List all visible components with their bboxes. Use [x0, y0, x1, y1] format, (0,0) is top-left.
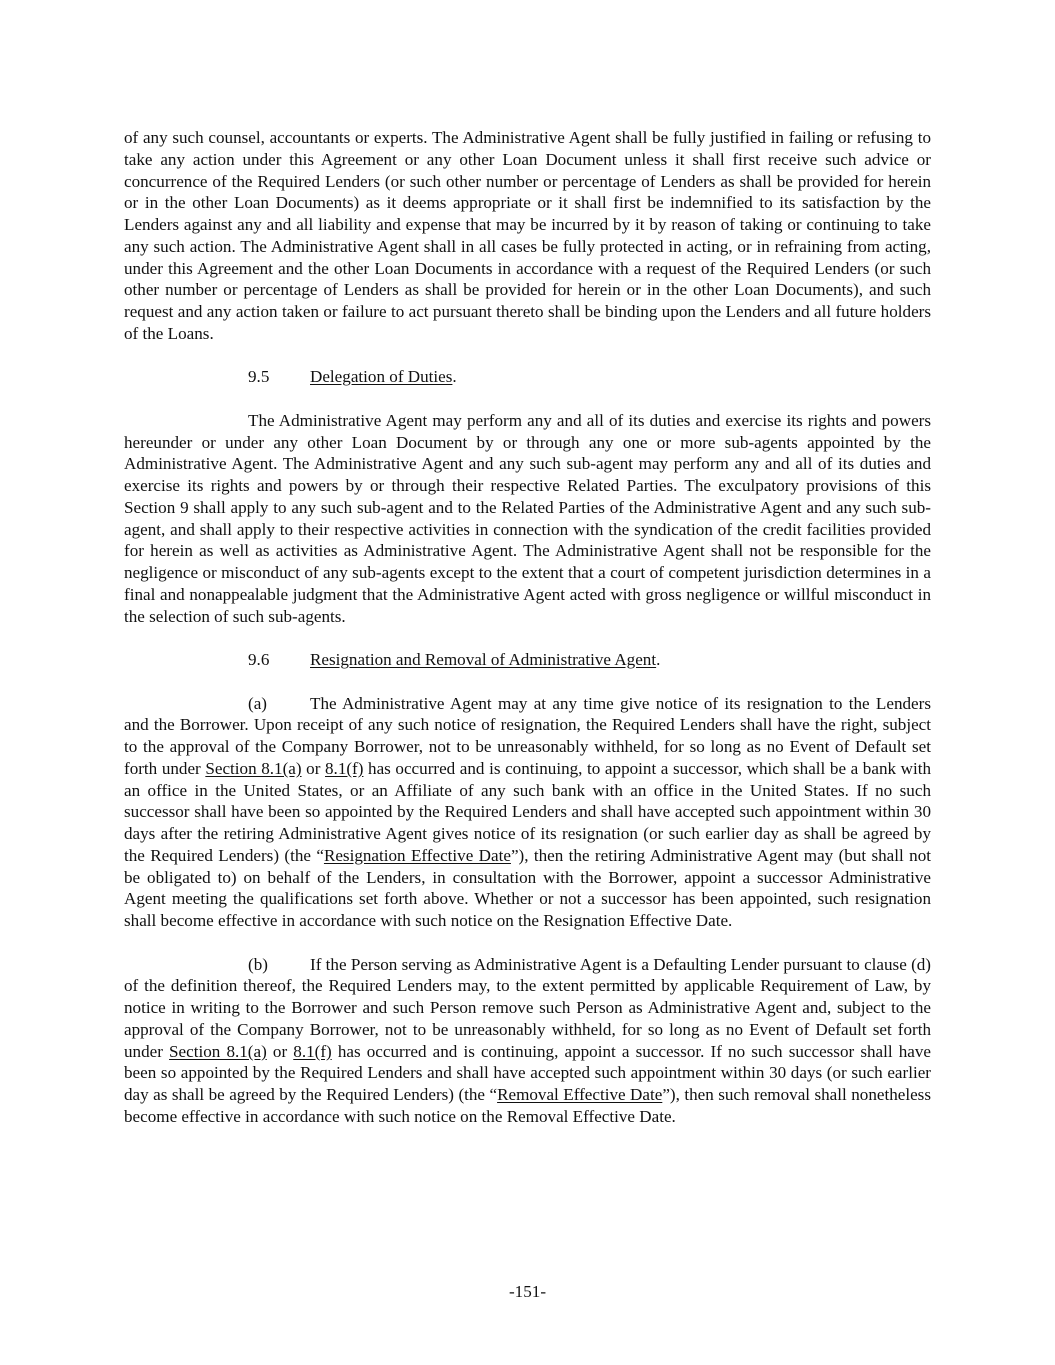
section-heading-9-5: 9.5 Delegation of Duties.	[248, 367, 457, 387]
section-title: Resignation and Removal of Administrative Agent	[310, 650, 657, 669]
section-reference: Section 8.1(a)	[205, 758, 302, 778]
defined-term: Resignation Effective Date	[323, 845, 511, 865]
section-number: 9.5	[248, 367, 270, 387]
paragraph-a-resignation: (a) The Administrative Agent may at any time give notice of its resignation to the Lenders and the Borrower. Upon receipt of any such notice of resignation, the Required Lenders shall have the right, subject to the approval of the Company Borrower, not to be unreasonably withheld, for so long as no Event of Default set forth under Section 8.1(a) or 8.1(f) has occurred and is continuing, to appoint a successor, which shall be a bank with an office in the United States, or an Affiliate of any such bank with an office in the United States. If no such successor shall have been so appointed by the Required Lenders and shall have accepted such appointment within 30 days after the retiring Administrative Agent gives notice of its resignation (or such earlier day as shall be agreed by the Required Lenders) (the “Resignation Effective Date”), then the retiring Administrative Agent may (but shall not be obligated to) on behalf of the Lenders, in consultation with the Borrower, appoint a successor Administrative Agent meeting the qualifications set forth above. Whether or not a successor has been appointed, such resignation shall become effective in accordance with such notice on the Resignation Effective Date.	[124, 693, 932, 930]
defined-term: Removal Effective Date	[497, 1085, 663, 1104]
clause-label: (a)	[248, 693, 267, 713]
paragraph-continuation: of any such counsel, accountants or experts. The Administrative Agent shall be fully justified in failing or refusing to take any action under this Agreement or any other Loan Document unless it shall first receive such advice or concurrence of the Required Lenders (or such other number or percentage of Lenders as shall be provided for herein or in the other Loan Documents) as it deems appropriate or it shall first be indemnified to its satisfaction by the Lenders against any and all liability and expense that may be incurred by it by reason of taking or continuing to take any such action. The Administrative Agent shall in all cases be fully protected in acting, or in refraining from acting, under this Agreement and the other Loan Documents in accordance with a request of the Required Lenders (or such other number or percentage of Lenders as shall be provided for herein or in the other Loan Documents), and such request and any action taken or failure to act pursuant thereto shall be binding upon the Lenders and all future holders of the Loans.	[124, 128, 931, 343]
section-heading-9-6: 9.6 Resignation and Removal of Administrative Agent.	[248, 650, 661, 669]
paragraph-delegation: The Administrative Agent may perform any and all of its duties and exercise its rights and powers hereunder or under any other Loan Document by or through any one or more sub-agents appointed by the Administrative Agent. The Administrative Agent and any such sub-agent may perform any and all of its duties and exercise its rights and powers by or through their respective Related Parties. The exculpatory provisions of this Section 9 shall apply to any such sub-agent and to the Related Parties of the Administrative Agent and any such sub-agent, and shall apply to their respective activities in connection with the syndication of the credit facilities provided for herein as well as activities as Administrative Agent. The Administrative Agent shall not be responsible for the negligence or misconduct of any sub-agents except to the extent that a court of competent jurisdiction determines in a final and nonappealable judgment that the Administrative Agent acted with gross negligence or willful misconduct in the selection of such sub-agents.	[124, 410, 931, 626]
section-reference: 8.1(f)	[325, 758, 364, 778]
section-number: 9.6	[248, 650, 270, 669]
section-reference: Section 8.1(a)	[169, 1041, 267, 1061]
page-number: -151-	[508, 1282, 547, 1301]
section-title: Delegation of Duties	[310, 367, 453, 387]
clause-label: (b)	[248, 954, 268, 974]
paragraph-b-removal: (b) If the Person serving as Administrative Agent is a Defaulting Lender pursuant to clause (d) of the definition thereof, the Required Lenders may, to the extent permitted by applicable Requirement of Law, by notice in writing to the Borrower and such Person remove such Person as Administrative Agent and, subject to the approval of the Company Borrower, not to be unreasonably withheld, for so long as no Event of Default set forth under Section 8.1(a) or 8.1(f) has occurred and is continuing, appoint a successor. If no such successor shall have been so appointed by the Required Lenders and shall have accepted such appointment within 30 days (or such earlier day as shall be agreed by the Required Lenders) (the “Removal Effective Date”), then such removal shall nonetheless become effective in accordance with such notice on the Removal Effective Date.	[124, 954, 931, 1126]
document-page	[124, 127, 931, 1128]
section-reference: 8.1(f)	[293, 1041, 332, 1061]
